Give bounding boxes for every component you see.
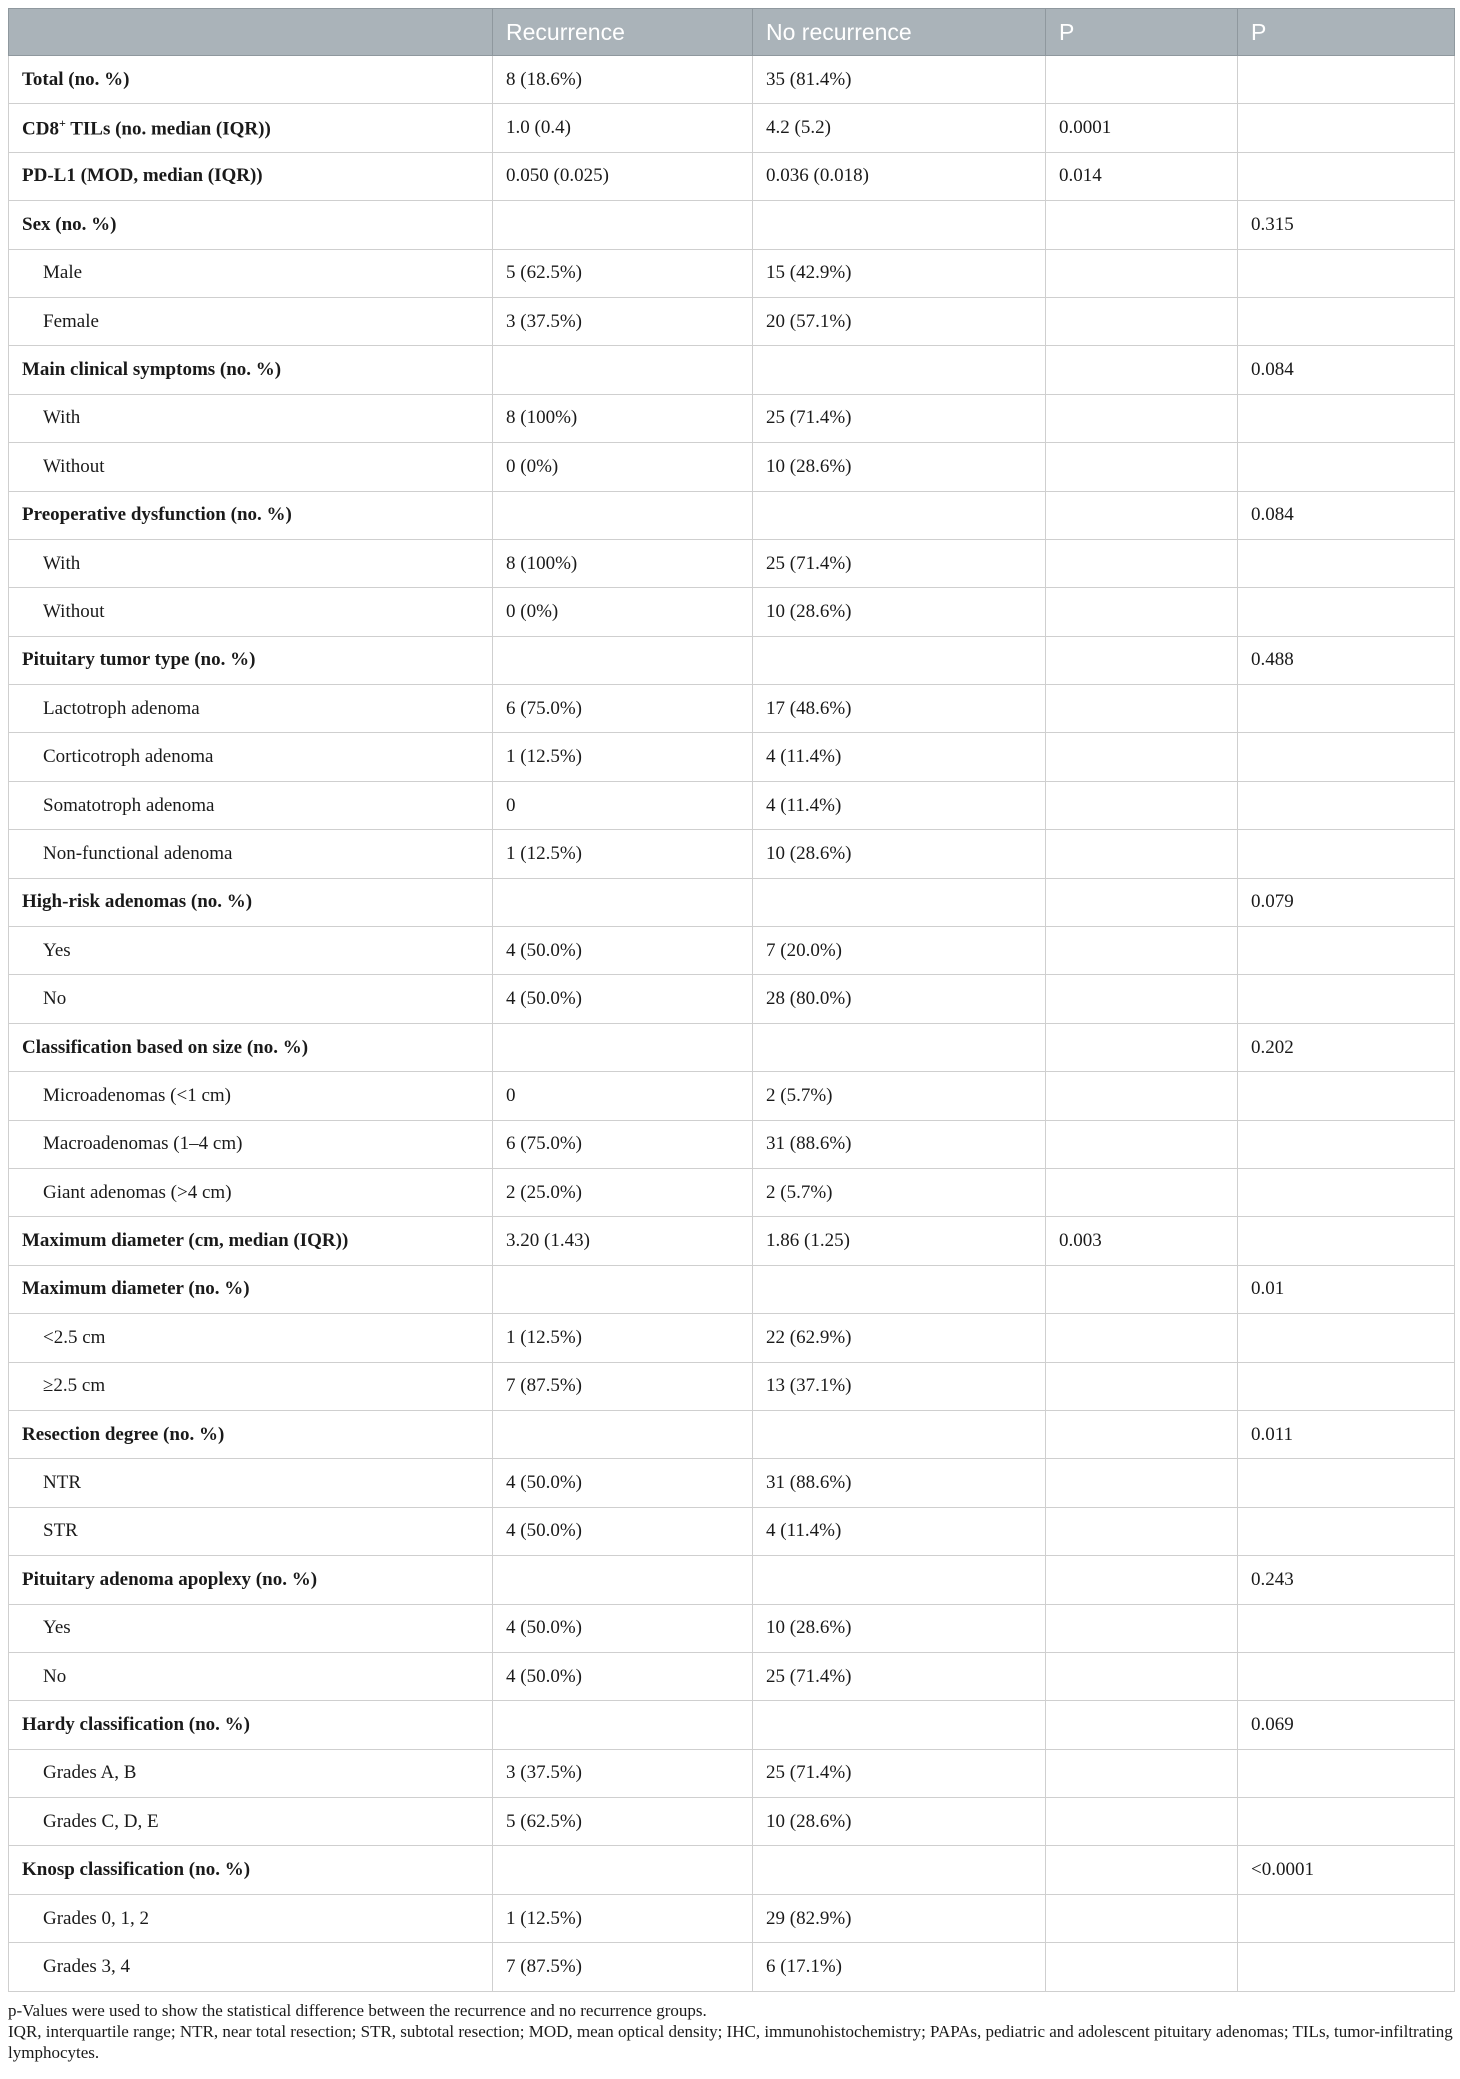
cell-no-recurrence: 0.036 (0.018) <box>753 152 1046 200</box>
row-label: Resection degree (no. %) <box>9 1410 493 1458</box>
cell-p-categorical: 0.084 <box>1238 491 1455 539</box>
cell-no-recurrence: 31 (88.6%) <box>753 1120 1046 1168</box>
row-label: Male <box>9 249 493 297</box>
cell-p-continuous <box>1046 491 1238 539</box>
row-label: Without <box>9 443 493 491</box>
cell-recurrence <box>493 1265 753 1313</box>
cell-p-continuous <box>1046 394 1238 442</box>
row-label: Grades 3, 4 <box>9 1943 493 1991</box>
row-label: <2.5 cm <box>9 1314 493 1362</box>
cell-no-recurrence: 35 (81.4%) <box>753 56 1046 104</box>
cell-recurrence: 4 (50.0%) <box>493 927 753 975</box>
cell-p-categorical <box>1238 1459 1455 1507</box>
cell-recurrence: 1 (12.5%) <box>493 733 753 781</box>
cell-p-categorical <box>1238 588 1455 636</box>
cell-p-categorical <box>1238 1168 1455 1216</box>
cell-recurrence: 5 (62.5%) <box>493 249 753 297</box>
cell-p-continuous <box>1046 636 1238 684</box>
cell-p-continuous <box>1046 1072 1238 1120</box>
row-label <box>9 104 493 152</box>
row-label: Without <box>9 588 493 636</box>
footnote-pvalues: p-Values were used to show the statistical difference between the recurrence and no recurrence groups. <box>8 2000 707 2020</box>
cell-no-recurrence: 25 (71.4%) <box>753 1749 1046 1797</box>
cell-p-continuous <box>1046 1894 1238 1942</box>
table-row <box>9 152 1455 200</box>
cell-no-recurrence: 10 (28.6%) <box>753 1604 1046 1652</box>
cell-recurrence: 1 (12.5%) <box>493 1314 753 1362</box>
cell-p-continuous <box>1046 1362 1238 1410</box>
table-row <box>9 1265 1455 1313</box>
cell-p-continuous <box>1046 346 1238 394</box>
cell-p-categorical <box>1238 685 1455 733</box>
cell-recurrence: 8 (100%) <box>493 394 753 442</box>
table-row <box>9 1120 1455 1168</box>
table-row <box>9 1314 1455 1362</box>
cell-recurrence: 4 (50.0%) <box>493 1604 753 1652</box>
cell-p-categorical <box>1238 152 1455 200</box>
cell-p-categorical <box>1238 539 1455 587</box>
cell-p-categorical: 0.084 <box>1238 346 1455 394</box>
table-row <box>9 1507 1455 1555</box>
cell-p-categorical: 0.488 <box>1238 636 1455 684</box>
table-row <box>9 249 1455 297</box>
cell-no-recurrence: 10 (28.6%) <box>753 1798 1046 1846</box>
cell-recurrence: 0 <box>493 1072 753 1120</box>
cell-p-categorical <box>1238 1604 1455 1652</box>
table-row <box>9 297 1455 345</box>
cell-recurrence: 7 (87.5%) <box>493 1362 753 1410</box>
cell-no-recurrence: 25 (71.4%) <box>753 394 1046 442</box>
cell-no-recurrence: 13 (37.1%) <box>753 1362 1046 1410</box>
cell-p-continuous <box>1046 588 1238 636</box>
cell-p-categorical <box>1238 297 1455 345</box>
cell-p-continuous <box>1046 1701 1238 1749</box>
footnote-abbreviations: IQR, interquartile range; NTR, near total resection; STR, subtotal resection; MOD, mean optical density; IHC, immunohistochemistry; PAPAs, pediatric and adolescent pituitary adenomas; TILs, tumor-infiltrating lymphocytes. <box>8 2021 1453 2062</box>
row-label: Macroadenomas (1–4 cm) <box>9 1120 493 1168</box>
cell-p-categorical <box>1238 1652 1455 1700</box>
table-row <box>9 1604 1455 1652</box>
cell-no-recurrence: 28 (80.0%) <box>753 975 1046 1023</box>
table-row <box>9 1846 1455 1894</box>
table-row <box>9 636 1455 684</box>
header-cell-no-recurrence: No recurrence <box>753 9 1046 56</box>
cell-p-continuous <box>1046 1798 1238 1846</box>
table-row <box>9 1749 1455 1797</box>
table-row <box>9 1798 1455 1846</box>
row-label: Preoperative dysfunction (no. %) <box>9 491 493 539</box>
cell-no-recurrence <box>753 1846 1046 1894</box>
cell-recurrence <box>493 346 753 394</box>
cell-no-recurrence: 25 (71.4%) <box>753 539 1046 587</box>
cell-p-continuous <box>1046 1265 1238 1313</box>
cell-p-continuous <box>1046 1168 1238 1216</box>
cell-p-categorical: 0.01 <box>1238 1265 1455 1313</box>
table-body <box>9 56 1455 1992</box>
cell-no-recurrence: 17 (48.6%) <box>753 685 1046 733</box>
row-label: Non-functional adenoma <box>9 830 493 878</box>
row-label: ≥2.5 cm <box>9 1362 493 1410</box>
table-row <box>9 1410 1455 1458</box>
cell-p-continuous <box>1046 539 1238 587</box>
cell-p-continuous <box>1046 1410 1238 1458</box>
header-cell-variable <box>9 9 493 56</box>
cell-p-categorical <box>1238 830 1455 878</box>
row-label: Grades 0, 1, 2 <box>9 1894 493 1942</box>
cell-recurrence: 8 (18.6%) <box>493 56 753 104</box>
table-row <box>9 346 1455 394</box>
cell-no-recurrence <box>753 1023 1046 1071</box>
header-row <box>9 9 1455 56</box>
cell-p-continuous <box>1046 297 1238 345</box>
cell-recurrence: 4 (50.0%) <box>493 1459 753 1507</box>
table-row <box>9 975 1455 1023</box>
row-label: Hardy classification (no. %) <box>9 1701 493 1749</box>
cell-no-recurrence: 20 (57.1%) <box>753 297 1046 345</box>
header-cell-recurrence: Recurrence <box>493 9 753 56</box>
cell-no-recurrence: 29 (82.9%) <box>753 1894 1046 1942</box>
table-row <box>9 781 1455 829</box>
cell-p-categorical: 0.315 <box>1238 201 1455 249</box>
cell-no-recurrence <box>753 878 1046 926</box>
cell-p-categorical <box>1238 1507 1455 1555</box>
cell-recurrence: 0 <box>493 781 753 829</box>
table-row <box>9 1217 1455 1265</box>
table-row <box>9 1168 1455 1216</box>
cell-p-continuous <box>1046 878 1238 926</box>
cell-recurrence: 3.20 (1.43) <box>493 1217 753 1265</box>
cell-p-continuous <box>1046 1556 1238 1604</box>
cell-p-categorical <box>1238 1217 1455 1265</box>
cell-no-recurrence: 4 (11.4%) <box>753 733 1046 781</box>
cell-p-categorical <box>1238 781 1455 829</box>
cell-p-continuous <box>1046 56 1238 104</box>
row-label: Microadenomas (<1 cm) <box>9 1072 493 1120</box>
cell-p-continuous <box>1046 1459 1238 1507</box>
table-row <box>9 1943 1455 1991</box>
cell-no-recurrence <box>753 346 1046 394</box>
table-header <box>9 9 1455 56</box>
cell-p-continuous <box>1046 685 1238 733</box>
cell-p-categorical: 0.243 <box>1238 1556 1455 1604</box>
cell-p-categorical <box>1238 1749 1455 1797</box>
row-label: Grades C, D, E <box>9 1798 493 1846</box>
cell-recurrence: 0.050 (0.025) <box>493 152 753 200</box>
cell-recurrence: 4 (50.0%) <box>493 975 753 1023</box>
cell-p-categorical: 0.202 <box>1238 1023 1455 1071</box>
table-row <box>9 830 1455 878</box>
row-label: Female <box>9 297 493 345</box>
cell-no-recurrence: 4.2 (5.2) <box>753 104 1046 152</box>
row-label: High-risk adenomas (no. %) <box>9 878 493 926</box>
cell-p-continuous <box>1046 1652 1238 1700</box>
cell-no-recurrence: 10 (28.6%) <box>753 830 1046 878</box>
table-row <box>9 1459 1455 1507</box>
row-label: Sex (no. %) <box>9 201 493 249</box>
cell-recurrence <box>493 636 753 684</box>
table-row <box>9 1023 1455 1071</box>
row-label: Classification based on size (no. %) <box>9 1023 493 1071</box>
cell-p-categorical <box>1238 249 1455 297</box>
row-label: With <box>9 394 493 442</box>
table-row <box>9 685 1455 733</box>
cell-p-continuous <box>1046 1023 1238 1071</box>
cell-p-continuous <box>1046 975 1238 1023</box>
cell-recurrence <box>493 1023 753 1071</box>
cell-recurrence <box>493 1556 753 1604</box>
cell-recurrence: 0 (0%) <box>493 443 753 491</box>
header-cell-p-continuous: P <box>1046 9 1238 56</box>
cell-no-recurrence <box>753 1410 1046 1458</box>
cell-p-continuous <box>1046 927 1238 975</box>
cell-recurrence: 1.0 (0.4) <box>493 104 753 152</box>
cell-p-continuous <box>1046 1846 1238 1894</box>
cell-recurrence <box>493 491 753 539</box>
cell-recurrence: 6 (75.0%) <box>493 1120 753 1168</box>
cell-p-continuous: 0.003 <box>1046 1217 1238 1265</box>
row-label: STR <box>9 1507 493 1555</box>
table-row <box>9 1701 1455 1749</box>
cell-recurrence: 4 (50.0%) <box>493 1507 753 1555</box>
table-row <box>9 539 1455 587</box>
cell-no-recurrence: 10 (28.6%) <box>753 588 1046 636</box>
cell-no-recurrence: 15 (42.9%) <box>753 249 1046 297</box>
cell-recurrence: 7 (87.5%) <box>493 1943 753 1991</box>
cell-p-categorical <box>1238 1314 1455 1362</box>
cell-p-continuous <box>1046 1507 1238 1555</box>
cell-p-continuous <box>1046 830 1238 878</box>
cell-p-continuous <box>1046 1943 1238 1991</box>
cell-p-continuous <box>1046 443 1238 491</box>
row-label-superscript: + <box>58 115 66 130</box>
cell-p-categorical <box>1238 394 1455 442</box>
table-row <box>9 394 1455 442</box>
cell-recurrence: 1 (12.5%) <box>493 1894 753 1942</box>
cell-no-recurrence <box>753 491 1046 539</box>
table-row <box>9 1362 1455 1410</box>
row-label: Pituitary adenoma apoplexy (no. %) <box>9 1556 493 1604</box>
cell-recurrence: 3 (37.5%) <box>493 1749 753 1797</box>
cell-no-recurrence: 25 (71.4%) <box>753 1652 1046 1700</box>
row-label: Somatotroph adenoma <box>9 781 493 829</box>
cell-no-recurrence <box>753 1701 1046 1749</box>
row-label-text: TILs (no. median (IQR)) <box>65 118 271 140</box>
cell-p-categorical: 0.011 <box>1238 1410 1455 1458</box>
cell-no-recurrence: 1.86 (1.25) <box>753 1217 1046 1265</box>
cell-p-continuous <box>1046 249 1238 297</box>
cell-p-continuous <box>1046 733 1238 781</box>
cell-no-recurrence: 4 (11.4%) <box>753 1507 1046 1555</box>
cell-p-categorical: <0.0001 <box>1238 1846 1455 1894</box>
table-row <box>9 104 1455 152</box>
row-label: Main clinical symptoms (no. %) <box>9 346 493 394</box>
row-label: Knosp classification (no. %) <box>9 1846 493 1894</box>
cell-recurrence: 1 (12.5%) <box>493 830 753 878</box>
cell-p-categorical <box>1238 443 1455 491</box>
table-row <box>9 878 1455 926</box>
cell-p-categorical <box>1238 1120 1455 1168</box>
cell-p-categorical <box>1238 104 1455 152</box>
row-label: No <box>9 975 493 1023</box>
cell-no-recurrence: 31 (88.6%) <box>753 1459 1046 1507</box>
cell-p-categorical <box>1238 733 1455 781</box>
row-label: Pituitary tumor type (no. %) <box>9 636 493 684</box>
cell-p-categorical <box>1238 927 1455 975</box>
cell-recurrence: 0 (0%) <box>493 588 753 636</box>
cell-recurrence: 3 (37.5%) <box>493 297 753 345</box>
cell-recurrence: 8 (100%) <box>493 539 753 587</box>
cell-recurrence <box>493 878 753 926</box>
document-page <box>8 8 1454 2063</box>
cell-p-continuous: 0.0001 <box>1046 104 1238 152</box>
row-label: Maximum diameter (cm, median (IQR)) <box>9 1217 493 1265</box>
cell-no-recurrence: 4 (11.4%) <box>753 781 1046 829</box>
row-label: With <box>9 539 493 587</box>
cell-no-recurrence: 6 (17.1%) <box>753 1943 1046 1991</box>
row-label: Grades A, B <box>9 1749 493 1797</box>
table-row <box>9 1894 1455 1942</box>
table-row <box>9 733 1455 781</box>
cell-no-recurrence: 2 (5.7%) <box>753 1072 1046 1120</box>
row-label: Lactotroph adenoma <box>9 685 493 733</box>
cell-p-categorical <box>1238 1798 1455 1846</box>
cell-no-recurrence: 22 (62.9%) <box>753 1314 1046 1362</box>
cell-no-recurrence <box>753 1265 1046 1313</box>
cell-p-categorical <box>1238 1072 1455 1120</box>
cell-recurrence: 2 (25.0%) <box>493 1168 753 1216</box>
cell-no-recurrence: 2 (5.7%) <box>753 1168 1046 1216</box>
row-label: Yes <box>9 927 493 975</box>
table-row <box>9 201 1455 249</box>
cell-p-categorical <box>1238 1362 1455 1410</box>
cell-p-continuous <box>1046 1749 1238 1797</box>
header-cell-p-categorical: P <box>1238 9 1455 56</box>
table-row <box>9 1556 1455 1604</box>
cell-p-categorical: 0.079 <box>1238 878 1455 926</box>
cell-recurrence <box>493 1410 753 1458</box>
row-label: Corticotroph adenoma <box>9 733 493 781</box>
row-label-text: CD8 <box>22 118 59 140</box>
table-footnotes <box>8 2000 1454 2063</box>
results-table <box>8 8 1455 1992</box>
cell-recurrence <box>493 1701 753 1749</box>
row-label: Giant adenomas (>4 cm) <box>9 1168 493 1216</box>
cell-p-continuous <box>1046 1604 1238 1652</box>
cell-recurrence: 4 (50.0%) <box>493 1652 753 1700</box>
table-row <box>9 443 1455 491</box>
row-label: PD-L1 (MOD, median (IQR)) <box>9 152 493 200</box>
cell-p-categorical <box>1238 1943 1455 1991</box>
row-label: No <box>9 1652 493 1700</box>
cell-no-recurrence: 10 (28.6%) <box>753 443 1046 491</box>
table-row <box>9 1072 1455 1120</box>
cell-p-continuous: 0.014 <box>1046 152 1238 200</box>
cell-p-categorical <box>1238 56 1455 104</box>
cell-recurrence: 6 (75.0%) <box>493 685 753 733</box>
cell-recurrence: 5 (62.5%) <box>493 1798 753 1846</box>
table-row <box>9 56 1455 104</box>
table-row <box>9 588 1455 636</box>
table-row <box>9 491 1455 539</box>
cell-no-recurrence <box>753 1556 1046 1604</box>
cell-p-continuous <box>1046 201 1238 249</box>
row-label: Maximum diameter (no. %) <box>9 1265 493 1313</box>
cell-p-categorical: 0.069 <box>1238 1701 1455 1749</box>
cell-p-continuous <box>1046 781 1238 829</box>
cell-no-recurrence <box>753 636 1046 684</box>
cell-no-recurrence <box>753 201 1046 249</box>
cell-p-continuous <box>1046 1314 1238 1362</box>
row-label: NTR <box>9 1459 493 1507</box>
row-label: Total (no. %) <box>9 56 493 104</box>
cell-no-recurrence: 7 (20.0%) <box>753 927 1046 975</box>
table-row <box>9 927 1455 975</box>
table-row <box>9 1652 1455 1700</box>
cell-p-categorical <box>1238 1894 1455 1942</box>
cell-recurrence <box>493 1846 753 1894</box>
row-label: Yes <box>9 1604 493 1652</box>
cell-recurrence <box>493 201 753 249</box>
cell-p-categorical <box>1238 975 1455 1023</box>
cell-p-continuous <box>1046 1120 1238 1168</box>
